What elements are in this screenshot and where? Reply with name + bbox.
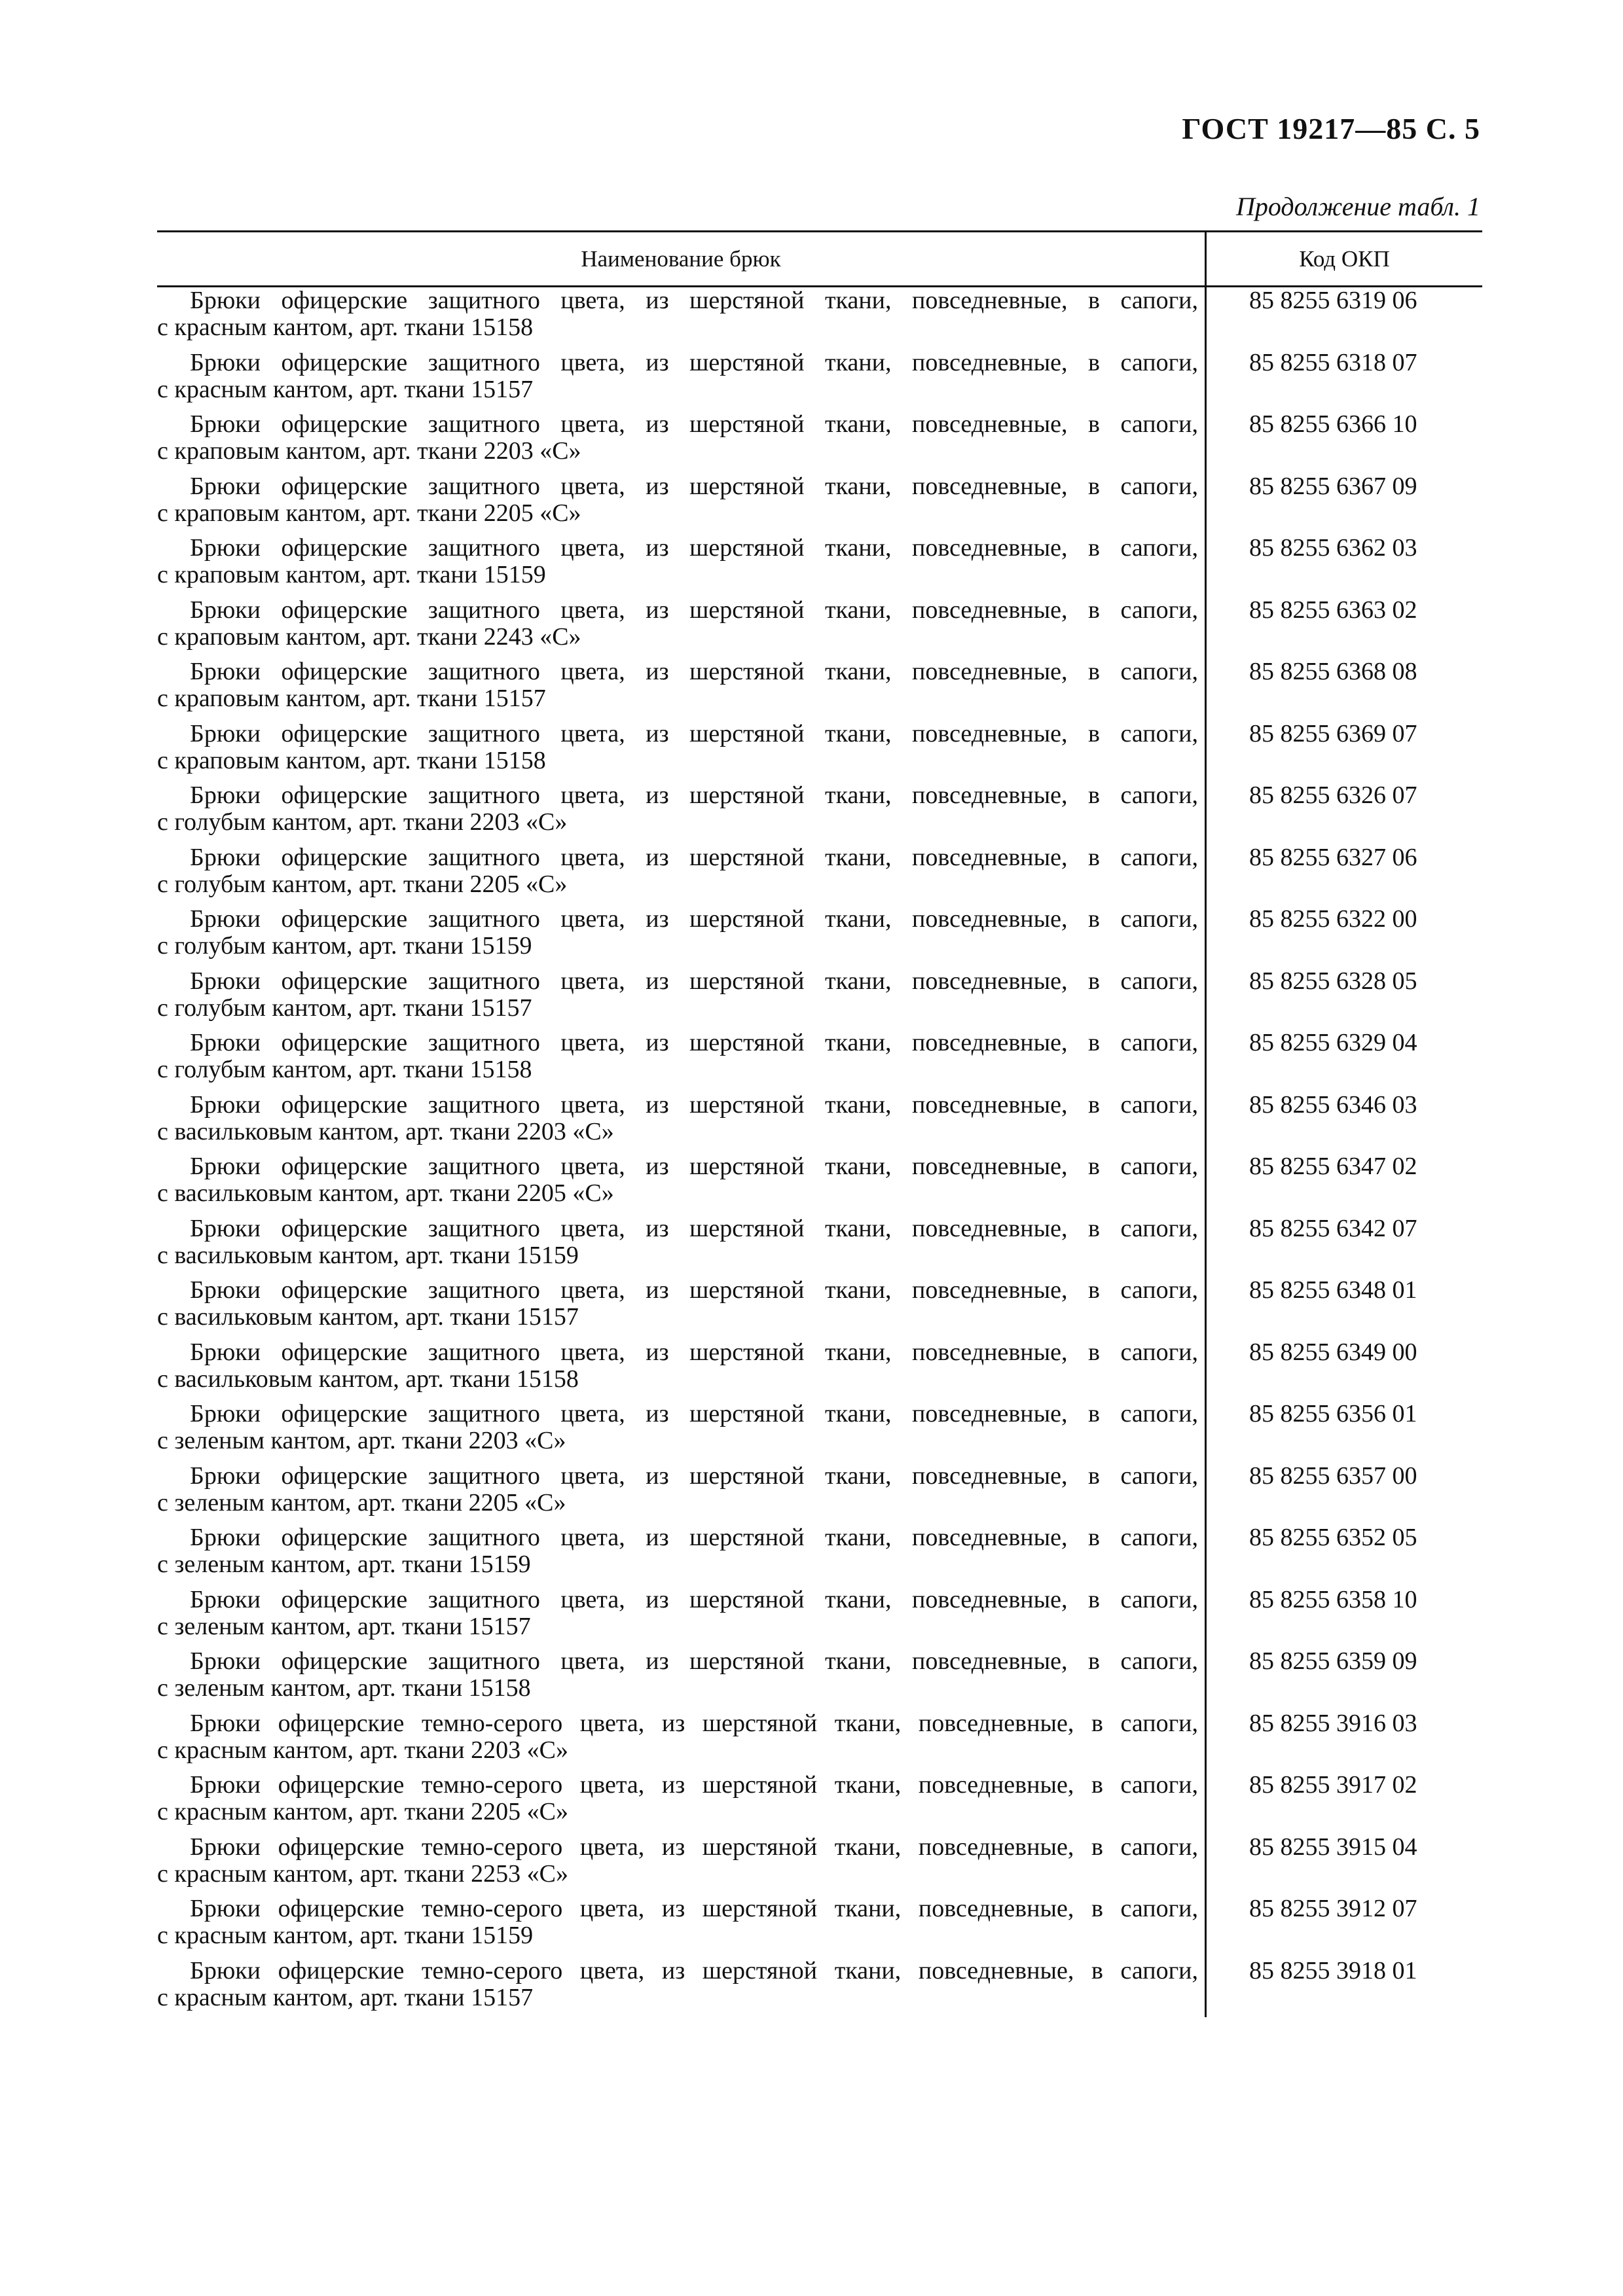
trouser-name-cell bbox=[157, 844, 1198, 898]
column-header-name: Наименование брюк bbox=[581, 246, 781, 272]
page-header: ГОСТ 19217—85 С. 5 bbox=[1182, 112, 1480, 145]
trouser-name-line-2: с красным кантом, арт. ткани 15157 bbox=[157, 1983, 534, 2011]
trouser-name-line-2: с зеленым кантом, арт. ткани 15157 bbox=[157, 1612, 531, 1640]
trouser-name-line-1: Брюки офицерские защитного цвета, из шерстяной ткани, повседневные, в сапоги, bbox=[190, 410, 1198, 438]
trouser-name-line-2: с зеленым кантом, арт. ткани 15159 bbox=[157, 1551, 531, 1578]
table-row bbox=[157, 350, 1482, 412]
table-row bbox=[157, 782, 1482, 844]
table-row bbox=[157, 1772, 1482, 1834]
trouser-name-line-1: Брюки офицерские темно-серого цвета, из шерстяной ткани, повседневные, в сапоги, bbox=[190, 1895, 1198, 1922]
table-row bbox=[157, 1895, 1482, 1958]
table-row bbox=[157, 1030, 1482, 1092]
trouser-name-line-1: Брюки офицерские защитного цвета, из шерстяной ткани, повседневные, в сапоги, bbox=[190, 1029, 1198, 1056]
table-row bbox=[157, 411, 1482, 473]
trouser-name-line-1: Брюки офицерские защитного цвета, из шерстяной ткани, повседневные, в сапоги, bbox=[190, 781, 1198, 809]
trouser-name-line-1: Брюки офицерские защитного цвета, из шерстяной ткани, повседневные, в сапоги, bbox=[190, 287, 1198, 314]
table-row bbox=[157, 1834, 1482, 1896]
trouser-name-line-2: с краповым кантом, арт. ткани 2243 «С» bbox=[157, 622, 581, 651]
trouser-name-cell bbox=[157, 1339, 1198, 1393]
trouser-name-line-2: с краповым кантом, арт. ткани 2205 «С» bbox=[157, 499, 581, 527]
table-row bbox=[157, 1092, 1482, 1154]
trouser-name-line-2: с голубым кантом, арт. ткани 2203 «С» bbox=[157, 808, 568, 836]
trouser-name-line-1: Брюки офицерские защитного цвета, из шерстяной ткани, повседневные, в сапоги, bbox=[190, 1153, 1198, 1180]
okp-code-cell: 85 8255 6346 03 bbox=[1249, 1090, 1417, 1119]
okp-code-cell: 85 8255 6358 10 bbox=[1249, 1585, 1417, 1613]
trouser-name-line-1: Брюки офицерские защитного цвета, из шерстяной ткани, повседневные, в сапоги, bbox=[190, 1090, 1198, 1119]
okp-code-cell: 85 8255 6328 05 bbox=[1249, 967, 1417, 995]
table-row bbox=[157, 968, 1482, 1030]
okp-code-cell: 85 8255 6318 07 bbox=[1249, 348, 1417, 376]
okp-code-cell: 85 8255 6329 04 bbox=[1249, 1029, 1417, 1056]
trouser-name-line-2: с голубым кантом, арт. ткани 15159 bbox=[157, 932, 532, 960]
table-row bbox=[157, 1524, 1482, 1587]
okp-code-cell: 85 8255 3915 04 bbox=[1249, 1833, 1417, 1861]
trouser-name-line-1: Брюки офицерские защитного цвета, из шерстяной ткани, повседневные, в сапоги, bbox=[190, 905, 1198, 933]
table-row bbox=[157, 844, 1482, 906]
trouser-name-cell bbox=[157, 1215, 1198, 1269]
trouser-name-line-1: Брюки офицерские темно-серого цвета, из шерстяной ткани, повседневные, в сапоги, bbox=[190, 1956, 1198, 1984]
okp-code-cell: 85 8255 3918 01 bbox=[1249, 1956, 1417, 1984]
trouser-name-line-1: Брюки офицерские защитного цвета, из шерстяной ткани, повседневные, в сапоги, bbox=[190, 1276, 1198, 1304]
table-row bbox=[157, 1277, 1482, 1339]
table-row bbox=[157, 906, 1482, 968]
trouser-name-cell bbox=[157, 721, 1198, 774]
trouser-name-cell bbox=[157, 1524, 1198, 1578]
trouser-name-cell bbox=[157, 1153, 1198, 1207]
trouser-name-line-2: с васильковым кантом, арт. ткани 2205 «С» bbox=[157, 1179, 614, 1207]
table-row bbox=[157, 473, 1482, 535]
trouser-name-line-1: Брюки офицерские защитного цвета, из шерстяной ткани, повседневные, в сапоги, bbox=[190, 1462, 1198, 1490]
okp-code-cell: 85 8255 6366 10 bbox=[1249, 410, 1417, 438]
trouser-name-line-2: с красным кантом, арт. ткани 2205 «С» bbox=[157, 1798, 568, 1825]
trouser-name-line-2: с голубым кантом, арт. ткани 15157 bbox=[157, 994, 532, 1022]
trouser-name-line-1: Брюки офицерские защитного цвета, из шерстяной ткани, повседневные, в сапоги, bbox=[190, 843, 1198, 871]
okp-code-cell: 85 8255 6367 09 bbox=[1249, 472, 1417, 500]
okp-code-cell: 85 8255 6368 08 bbox=[1249, 658, 1417, 685]
trouser-name-line-2: с краповым кантом, арт. ткани 15158 bbox=[157, 746, 546, 774]
trouser-name-line-1: Брюки офицерские защитного цвета, из шерстяной ткани, повседневные, в сапоги, bbox=[190, 1647, 1198, 1675]
trouser-name-cell bbox=[157, 968, 1198, 1022]
trouser-name-line-1: Брюки офицерские защитного цвета, из шерстяной ткани, повседневные, в сапоги, bbox=[190, 1214, 1198, 1242]
table-row bbox=[157, 1401, 1482, 1463]
table-body bbox=[157, 287, 1482, 2019]
trouser-name-line-1: Брюки офицерские защитного цвета, из шерстяной ткани, повседневные, в сапоги, bbox=[190, 1338, 1198, 1366]
trouser-name-line-1: Брюки офицерские защитного цвета, из шерстяной ткани, повседневные, в сапоги, bbox=[190, 1400, 1198, 1427]
okp-code-cell: 85 8255 3912 07 bbox=[1249, 1895, 1417, 1922]
trouser-name-line-2: с красным кантом, арт. ткани 15159 bbox=[157, 1922, 534, 1949]
trouser-name-line-2: с голубым кантом, арт. ткани 2205 «С» bbox=[157, 870, 568, 898]
okp-code-cell: 85 8255 3916 03 bbox=[1249, 1709, 1417, 1737]
trouser-name-cell bbox=[157, 350, 1198, 403]
okp-code-cell: 85 8255 6359 09 bbox=[1249, 1647, 1417, 1675]
trouser-name-cell bbox=[157, 782, 1198, 836]
trouser-name-cell bbox=[157, 906, 1198, 960]
trouser-name-cell bbox=[157, 1463, 1198, 1516]
trouser-name-cell bbox=[157, 1277, 1198, 1331]
okp-code-cell: 85 8255 6356 01 bbox=[1249, 1400, 1417, 1427]
trouser-name-cell bbox=[157, 1710, 1198, 1764]
column-header-code: Код ОКП bbox=[1299, 246, 1390, 272]
trouser-name-cell bbox=[157, 535, 1198, 588]
trouser-name-cell bbox=[157, 473, 1198, 527]
okp-code-cell: 85 8255 6322 00 bbox=[1249, 905, 1417, 933]
trouser-name-line-1: Брюки офицерские защитного цвета, из шерстяной ткани, повседневные, в сапоги, bbox=[190, 472, 1198, 500]
trouser-name-cell bbox=[157, 1772, 1198, 1825]
trouser-name-line-2: с васильковым кантом, арт. ткани 2203 «С» bbox=[157, 1117, 614, 1145]
trouser-name-cell bbox=[157, 597, 1198, 651]
table-row bbox=[157, 1587, 1482, 1649]
trouser-name-line-2: с зеленым кантом, арт. ткани 2205 «С» bbox=[157, 1488, 566, 1516]
okp-code-cell: 85 8255 6357 00 bbox=[1249, 1462, 1417, 1490]
trouser-name-line-2: с красным кантом, арт. ткани 15158 bbox=[157, 314, 534, 341]
trouser-name-line-2: с краповым кантом, арт. ткани 15157 bbox=[157, 685, 546, 712]
okp-code-cell: 85 8255 6348 01 bbox=[1249, 1276, 1417, 1304]
okp-code-cell: 85 8255 6347 02 bbox=[1249, 1153, 1417, 1180]
trouser-name-line-1: Брюки офицерские защитного цвета, из шерстяной ткани, повседневные, в сапоги, bbox=[190, 534, 1198, 562]
trouser-name-line-2: с зеленым кантом, арт. ткани 15158 bbox=[157, 1674, 531, 1702]
trouser-name-cell bbox=[157, 1401, 1198, 1454]
table-row bbox=[157, 1710, 1482, 1772]
trouser-name-line-1: Брюки офицерские защитного цвета, из шерстяной ткани, повседневные, в сапоги, bbox=[190, 348, 1198, 376]
trouser-name-line-1: Брюки офицерские темно-серого цвета, из шерстяной ткани, повседневные, в сапоги, bbox=[190, 1771, 1198, 1799]
trouser-name-line-2: с красным кантом, арт. ткани 15157 bbox=[157, 375, 534, 403]
table-row bbox=[157, 535, 1482, 597]
okp-code-cell: 85 8255 6319 06 bbox=[1249, 287, 1417, 314]
trouser-name-line-2: с васильковым кантом, арт. ткани 15158 bbox=[157, 1365, 579, 1393]
trouser-name-line-1: Брюки офицерские темно-серого цвета, из шерстяной ткани, повседневные, в сапоги, bbox=[190, 1709, 1198, 1737]
trouser-name-cell bbox=[157, 411, 1198, 465]
okp-code-cell: 85 8255 6349 00 bbox=[1249, 1338, 1417, 1366]
trouser-name-line-2: с зеленым кантом, арт. ткани 2203 «С» bbox=[157, 1427, 566, 1454]
okp-code-cell: 85 8255 6326 07 bbox=[1249, 781, 1417, 809]
table-row bbox=[157, 1153, 1482, 1215]
trouser-name-line-2: с красным кантом, арт. ткани 2203 «С» bbox=[157, 1736, 568, 1764]
trouser-name-line-2: с васильковым кантом, арт. ткани 15159 bbox=[157, 1241, 579, 1269]
trouser-name-line-1: Брюки офицерские защитного цвета, из шерстяной ткани, повседневные, в сапоги, bbox=[190, 1524, 1198, 1551]
trouser-name-cell bbox=[157, 1958, 1198, 2011]
trouser-name-line-2: с краповым кантом, арт. ткани 2203 «С» bbox=[157, 437, 581, 465]
trouser-name-cell bbox=[157, 658, 1198, 712]
trouser-name-line-2: с красным кантом, арт. ткани 2253 «С» bbox=[157, 1859, 568, 1888]
trouser-name-cell bbox=[157, 287, 1198, 341]
table-row bbox=[157, 1339, 1482, 1401]
table-row bbox=[157, 1463, 1482, 1525]
trouser-name-line-1: Брюки офицерские защитного цвета, из шерстяной ткани, повседневные, в сапоги, bbox=[190, 658, 1198, 685]
okp-code-cell: 85 8255 6369 07 bbox=[1249, 719, 1417, 747]
table-row bbox=[157, 597, 1482, 659]
trouser-name-cell bbox=[157, 1834, 1198, 1888]
table-row bbox=[157, 658, 1482, 721]
trouser-name-cell bbox=[157, 1587, 1198, 1640]
trouser-name-line-1: Брюки офицерские защитного цвета, из шерстяной ткани, повседневные, в сапоги, bbox=[190, 1585, 1198, 1613]
table-header bbox=[157, 230, 1482, 287]
trouser-name-line-2: с краповым кантом, арт. ткани 15159 bbox=[157, 561, 546, 588]
table-row bbox=[157, 1648, 1482, 1710]
trouser-name-line-1: Брюки офицерские защитного цвета, из шерстяной ткани, повседневные, в сапоги, bbox=[190, 596, 1198, 624]
okp-code-cell: 85 8255 6362 03 bbox=[1249, 534, 1417, 562]
table-row bbox=[157, 721, 1482, 783]
table-row bbox=[157, 287, 1482, 350]
trouser-name-line-1: Брюки офицерские темно-серого цвета, из шерстяной ткани, повседневные, в сапоги, bbox=[190, 1833, 1198, 1861]
okp-code-cell: 85 8255 6352 05 bbox=[1249, 1524, 1417, 1551]
trouser-name-line-1: Брюки офицерские защитного цвета, из шерстяной ткани, повседневные, в сапоги, bbox=[190, 967, 1198, 995]
okp-code-cell: 85 8255 6327 06 bbox=[1249, 843, 1417, 871]
okp-code-cell: 85 8255 6342 07 bbox=[1249, 1214, 1417, 1242]
trouser-name-line-2: с васильковым кантом, арт. ткани 15157 bbox=[157, 1303, 579, 1331]
okp-code-cell: 85 8255 3917 02 bbox=[1249, 1771, 1417, 1799]
okp-code-cell: 85 8255 6363 02 bbox=[1249, 596, 1417, 624]
table-row bbox=[157, 1215, 1482, 1278]
trouser-name-cell bbox=[157, 1092, 1198, 1145]
okp-table bbox=[157, 230, 1482, 2019]
trouser-name-cell bbox=[157, 1030, 1198, 1083]
trouser-name-line-1: Брюки офицерские защитного цвета, из шерстяной ткани, повседневные, в сапоги, bbox=[190, 719, 1198, 747]
trouser-name-line-2: с голубым кантом, арт. ткани 15158 bbox=[157, 1056, 532, 1083]
table-continuation-label: Продолжение табл. 1 bbox=[1235, 192, 1480, 221]
trouser-name-cell bbox=[157, 1895, 1198, 1949]
table-row bbox=[157, 1958, 1482, 2020]
trouser-name-cell bbox=[157, 1648, 1198, 1702]
